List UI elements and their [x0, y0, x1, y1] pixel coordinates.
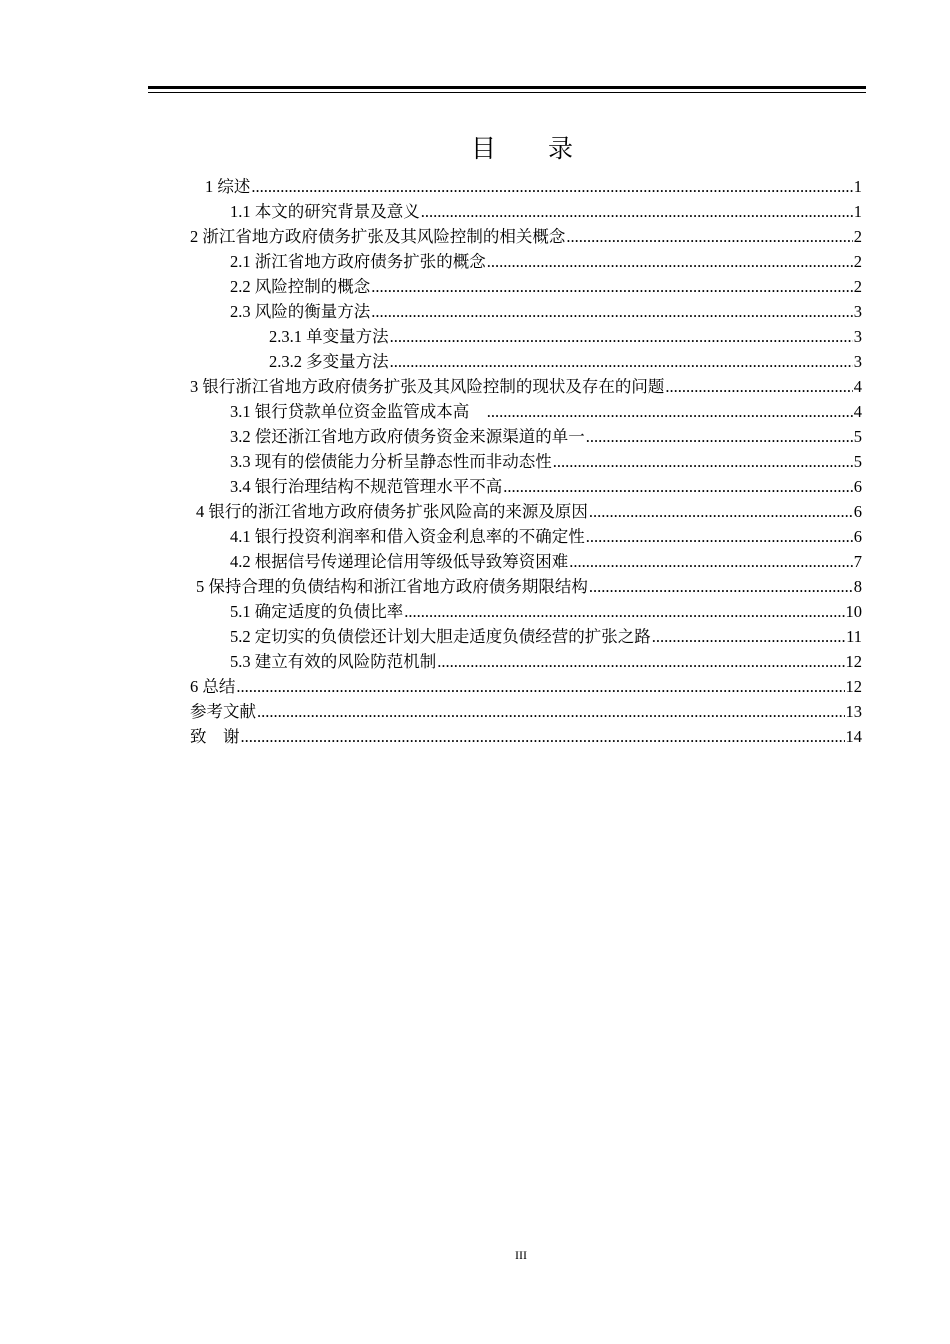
toc-leader — [487, 249, 853, 274]
toc-entry[interactable] — [190, 549, 862, 574]
toc-leader — [437, 649, 844, 674]
toc-entry-label: 2.3.1 单变量方法 — [269, 327, 389, 346]
toc-leader — [241, 724, 845, 749]
toc-entry-page: 8 — [853, 577, 862, 596]
toc-entry-label: 参考文献 — [190, 702, 256, 721]
toc-entry-label: 1.1 本文的研究背景及意义 — [230, 202, 420, 221]
toc-entry-page: 12 — [845, 677, 862, 696]
toc-entry-label: 6 总结 — [190, 677, 236, 696]
toc-entry[interactable] — [190, 699, 862, 724]
toc-entry-page: 3 — [853, 352, 862, 371]
toc-leader — [257, 699, 845, 724]
toc-leader — [236, 674, 844, 699]
toc-entry-label: 5 保持合理的负债结构和浙江省地方政府债务期限结构 — [196, 577, 588, 596]
toc-entry[interactable] — [190, 199, 862, 224]
toc-entry-label: 1 综述 — [205, 177, 251, 196]
toc-entry-label: 3 银行浙江省地方政府债务扩张及其风险控制的现状及存在的问题 — [190, 377, 665, 396]
header-rule — [148, 86, 866, 93]
toc-leader — [404, 599, 844, 624]
toc-leader — [371, 274, 853, 299]
toc-leader — [390, 324, 853, 349]
toc-leader — [251, 174, 852, 199]
toc-entry-label: 3.4 银行治理结构不规范管理水平不高 — [230, 477, 503, 496]
toc-entry-label: 3.2 偿还浙江省地方政府债务资金来源渠道的单一 — [230, 427, 585, 446]
toc-entry[interactable] — [190, 649, 862, 674]
toc-entry-page: 6 — [853, 502, 862, 521]
toc-entry-label: 4.2 根据信号传递理论信用等级低导致筹资困难 — [230, 552, 569, 571]
toc-entry-label: 3.3 现有的偿债能力分析呈静态性而非动态性 — [230, 452, 552, 471]
toc-leader — [586, 524, 853, 549]
toc-entry-label: 4 银行的浙江省地方政府债务扩张风险高的来源及原因 — [196, 502, 588, 521]
toc-entry-page: 2 — [853, 227, 862, 246]
toc-leader — [566, 224, 852, 249]
toc-entry[interactable] — [190, 599, 862, 624]
toc-entry[interactable] — [190, 499, 862, 524]
toc-leader — [503, 474, 853, 499]
toc-entry-label: 3.1 银行贷款单位资金监管成本高 — [230, 402, 486, 421]
toc-leader — [553, 449, 853, 474]
toc-entry[interactable] — [190, 399, 862, 424]
toc-entry-label: 2.1 浙江省地方政府债务扩张的概念 — [230, 252, 486, 271]
toc-entry[interactable] — [190, 324, 862, 349]
toc-entry-page: 4 — [853, 402, 862, 421]
toc-entry-page: 3 — [853, 327, 862, 346]
toc-entry-page: 5 — [853, 427, 862, 446]
toc-entry[interactable] — [190, 249, 862, 274]
toc-entry-page: 2 — [853, 252, 862, 271]
toc-entry[interactable] — [190, 624, 862, 649]
toc-entry-page: 14 — [845, 727, 862, 746]
toc-entry-page: 2 — [853, 277, 862, 296]
toc-entry-page: 3 — [853, 302, 862, 321]
toc-entry-label: 2.3.2 多变量方法 — [269, 352, 389, 371]
toc-entry-label: 2.2 风险控制的概念 — [230, 277, 371, 296]
toc-entry-page: 11 — [846, 627, 862, 646]
toc-entry-page: 6 — [853, 527, 862, 546]
toc-entry-label: 5.3 建立有效的风险防范机制 — [230, 652, 437, 671]
table-of-contents — [190, 174, 862, 749]
toc-leader — [487, 399, 853, 424]
toc-entry-label: 2 浙江省地方政府债务扩张及其风险控制的相关概念 — [190, 227, 566, 246]
page-number: III — [515, 1248, 527, 1262]
toc-entry[interactable] — [190, 224, 862, 249]
toc-entry-label: 5.1 确定适度的负债比率 — [230, 602, 404, 621]
toc-entry[interactable] — [190, 349, 862, 374]
toc-title: 目 录 — [471, 134, 595, 163]
toc-leader — [665, 374, 852, 399]
toc-entry[interactable] — [190, 424, 862, 449]
toc-entry-page: 10 — [845, 602, 862, 621]
toc-entry-page: 7 — [853, 552, 862, 571]
toc-leader — [421, 199, 853, 224]
toc-entry[interactable] — [190, 274, 862, 299]
toc-entry[interactable] — [190, 474, 862, 499]
toc-leader — [652, 624, 845, 649]
toc-entry-label: 4.1 银行投资利润率和借入资金利息率的不确定性 — [230, 527, 585, 546]
toc-entry[interactable] — [190, 299, 862, 324]
toc-leader — [589, 574, 853, 599]
toc-entry-page: 12 — [845, 652, 862, 671]
toc-entry[interactable] — [190, 574, 862, 599]
toc-entry-page: 13 — [845, 702, 862, 721]
toc-entry-page: 1 — [853, 202, 862, 221]
toc-entry-label: 2.3 风险的衡量方法 — [230, 302, 371, 321]
toc-entry-page: 5 — [853, 452, 862, 471]
toc-entry[interactable] — [190, 724, 862, 749]
toc-entry[interactable] — [190, 374, 862, 399]
toc-entry[interactable] — [190, 449, 862, 474]
toc-entry-page: 1 — [853, 177, 862, 196]
toc-entry[interactable] — [190, 174, 862, 199]
toc-leader — [371, 299, 853, 324]
toc-entry-label: 5.2 定切实的负债偿还计划大胆走适度负债经营的扩张之路 — [230, 627, 651, 646]
toc-entry-label: 致 谢 — [190, 727, 240, 746]
toc-entry[interactable] — [190, 524, 862, 549]
toc-entry-page: 6 — [853, 477, 862, 496]
toc-entry-page: 4 — [853, 377, 862, 396]
toc-leader — [586, 424, 853, 449]
toc-leader — [569, 549, 853, 574]
toc-entry[interactable] — [190, 674, 862, 699]
toc-leader — [589, 499, 853, 524]
toc-leader — [390, 349, 853, 374]
